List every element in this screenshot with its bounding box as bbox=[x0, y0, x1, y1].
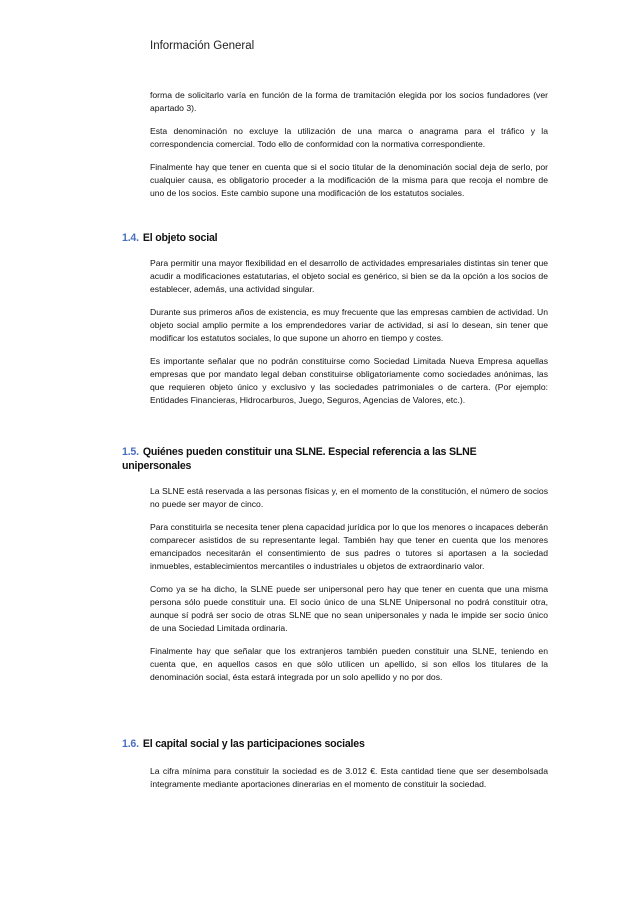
paragraph: La cifra mínima para constituir la sociedad es de 3.012 €. Esta cantidad tiene que ser desembolsada íntegramente mediante aportaciones dinerarias en el momento de constituir la sociedad. bbox=[150, 766, 548, 789]
section-number: 1.6. bbox=[122, 738, 139, 750]
section-title: El objeto social bbox=[142, 232, 218, 244]
section-heading-1-5 bbox=[122, 445, 542, 473]
section-title: Quiénes pueden constituir una SLNE. Especial referencia a las SLNE unipersonales bbox=[122, 446, 477, 472]
intro-block bbox=[150, 89, 548, 200]
running-header: Información General bbox=[150, 40, 255, 52]
section-body-1-6 bbox=[150, 765, 548, 791]
section-heading-1-4 bbox=[122, 231, 542, 245]
paragraph: Finalmente hay que señalar que los extranjeros también pueden constituir una SLNE, teniendo en cuenta que, en aquellos casos en que sólo utilicen un apellido, si son ellos los titulares de la denominación social, ésta estará integrada por un solo apellido y no por dos. bbox=[150, 646, 548, 682]
paragraph: Durante sus primeros años de existencia, es muy frecuente que las empresas cambien de actividad. Un objeto social amplio permite a los emprendedores variar de actividad, si así lo desean, sin tener que modificar los estatutos sociales, lo que supone un ahorro en tiempo y costes. bbox=[150, 307, 548, 343]
paragraph: Para constituirla se necesita tener plena capacidad jurídica por lo que los menores o incapaces deberán comparecer asistidos de su representante legal. También hay que tener en cuenta que los menores emancipados necesitarán el consentimiento de sus padres o tutores si aportasen a la sociedad inmuebles, establecimientos mercantiles o industriales u objetos de extraordinario valor. bbox=[150, 522, 548, 571]
paragraph: Para permitir una mayor flexibilidad en el desarrollo de actividades empresariales distintas sin tener que acudir a modificaciones estatutarias, el objeto social es genérico, si bien se da la opción a los socios de establecer, además, una actividad singular. bbox=[150, 258, 548, 294]
intro-paragraph-3: Finalmente hay que tener en cuenta que si el socio titular de la denominación social deja de serlo, por cualquier causa, es obligatorio proceder a la modificación de la misma para que recoja el nombre de uno de los socios. Este cambio supone una modificación de los estatutos sociales. bbox=[150, 162, 548, 198]
section-number: 1.4. bbox=[122, 232, 139, 244]
section-number: 1.5. bbox=[122, 446, 139, 458]
section-heading-1-6 bbox=[122, 737, 542, 751]
section-body-1-4 bbox=[150, 257, 548, 407]
section-title: El capital social y las participaciones sociales bbox=[142, 738, 365, 750]
paragraph: Como ya se ha dicho, la SLNE puede ser unipersonal pero hay que tener en cuenta que una misma persona sólo puede constituir una. El socio único de una SLNE Unipersonal no podrá constituir otra, aunque sí podrá ser socio de otras SLNE que no sean unipersonales y nada le impide ser socio único de una Sociedad Limitada ordinaria. bbox=[150, 584, 548, 633]
paragraph: La SLNE está reservada a las personas físicas y, en el momento de la constitución, el número de socios no puede ser mayor de cinco. bbox=[150, 486, 548, 509]
paragraph: Es importante señalar que no podrán constituirse como Sociedad Limitada Nueva Empresa aquellas empresas que por mandato legal deban constituirse obligatoriamente como sociedades anónimas, las que requieren objeto único y exclusivo y las sociedades patrimoniales o de cartera. (Por ejemplo: Entidades Financieras, Hidrocarburos, Juego, Seguros, Agencias de Valores, etc.). bbox=[150, 356, 548, 405]
intro-paragraph-1: forma de solicitarlo varía en función de la forma de tramitación elegida por los socios fundadores (ver apartado 3). bbox=[150, 90, 548, 113]
intro-paragraph-2: Esta denominación no excluye la utilización de una marca o anagrama para el tráfico y la correspondencia comercial. Todo ello de conformidad con la normativa correspondiente. bbox=[150, 126, 548, 149]
section-body-1-5 bbox=[150, 485, 548, 684]
